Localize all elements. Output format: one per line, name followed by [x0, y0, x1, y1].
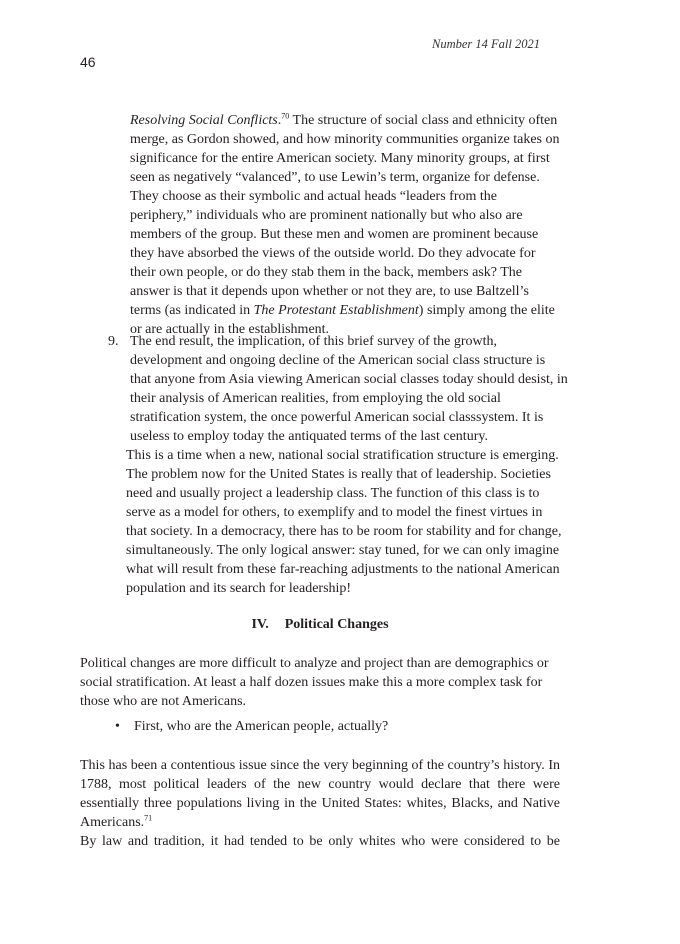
political-intro-paragraph: Political changes are more difficult to analyze and project than are demographics or social stratification. At least a half dozen issues make this a more complex task for those who are not Americans.: [80, 656, 549, 709]
book-title-resolving: Resolving Social Conflicts: [130, 113, 278, 128]
paragraph-text-end: ) simply among the elite or are actually in the establishment.: [130, 303, 555, 337]
numbered-item-9: [108, 332, 568, 446]
item-text: The end result, the implication, of this brief survey of the growth, development and ongoing decline of the American social class structure is that anyone from Asia viewing American social classes today should desist, in their analysis of American realities, from employing the old social stratification system, the once powerful American social classsystem. It is useless to employ today the antiquated terms of the last century.: [130, 334, 568, 444]
history-text: This has been a contentious issue since the very beginning of the country’s history. In 1788, most political leaders of the new country would declare that there were essentially three populations living in the United States: whites, Blacks, and Native Americans.: [80, 758, 560, 830]
item-number: 9.: [108, 334, 119, 349]
footnote-ref-71[interactable]: 71: [144, 813, 153, 823]
page-number: 46: [80, 54, 96, 70]
section-heading: [0, 617, 640, 633]
law-tradition-paragraph: By law and tradition, it had tended to be only whites who were considered to be: [80, 834, 560, 849]
history-paragraph: [80, 756, 560, 832]
section-title: Political Changes: [284, 617, 389, 632]
paragraph-text: The structure of social class and ethnicity often merge, as Gordon showed, and how minority communities organize takes on significance for the entire American society. Many minority groups, at first seen as negatively “valanced”, to use Lewin’s term, organize for defense. They choose as their symbolic and actual heads “leaders from the periphery,” individuals who are prominent nationally but who also are members of the group. But these men and women are prominent because they have absorbed the views of the outside world. Do they advocate for their own people, or do they stab them in the back, members ask? The answer is that it depends upon whether or not they are, to use Baltzell’s terms (as indicated in: [130, 113, 560, 318]
bullet-item: [115, 719, 388, 735]
bullet-text: First, who are the American people, actually?: [134, 719, 389, 734]
continued-paragraph: Resolving Social Conflicts.$^{70}$ The structure of social class and ethnicity often merge, as Gordon showed, and how minority communities organize takes on significance for the entire American society. Many minority groups, at first seen as negatively “valanced”, to use Lewin’s term, organize for defense. They choose as their symbolic and actual heads “leaders from the periphery,” individuals who are prominent nationally but who also are members of the group. But these men and women are prominent because they have absorbed the views of the outside world. Do they advocate for their own people, or do they stab them in the back, members ask? The answer is that it depends upon whether or not they are, to use Baltzell’s terms (as indicated in The Protestant Establishment) simply among the elite or are actually in the establishment.: [130, 111, 560, 337]
journal-issue-header: Number 14 Fall 2021: [432, 37, 540, 51]
footnote-ref-70[interactable]: 70: [281, 111, 290, 121]
bullet-icon: •: [115, 719, 120, 734]
book-title-protestant: The Protestant Establishment: [253, 303, 419, 318]
section-numeral: IV.: [251, 617, 269, 632]
leadership-paragraph: This is a time when a new, national social stratification structure is emerging. The problem now for the United States is really that of leadership. Societies need and usually project a leadership class. The function of this class is to serve as a model for others, to exemplify and to model the finest virtues in that society. In a democracy, there has to be room for stability and for change, simultaneously. The only logical answer: stay tuned, for we can only imagine what will result from these far-reaching adjustments to the national American population and its search for leadership!: [126, 448, 562, 596]
